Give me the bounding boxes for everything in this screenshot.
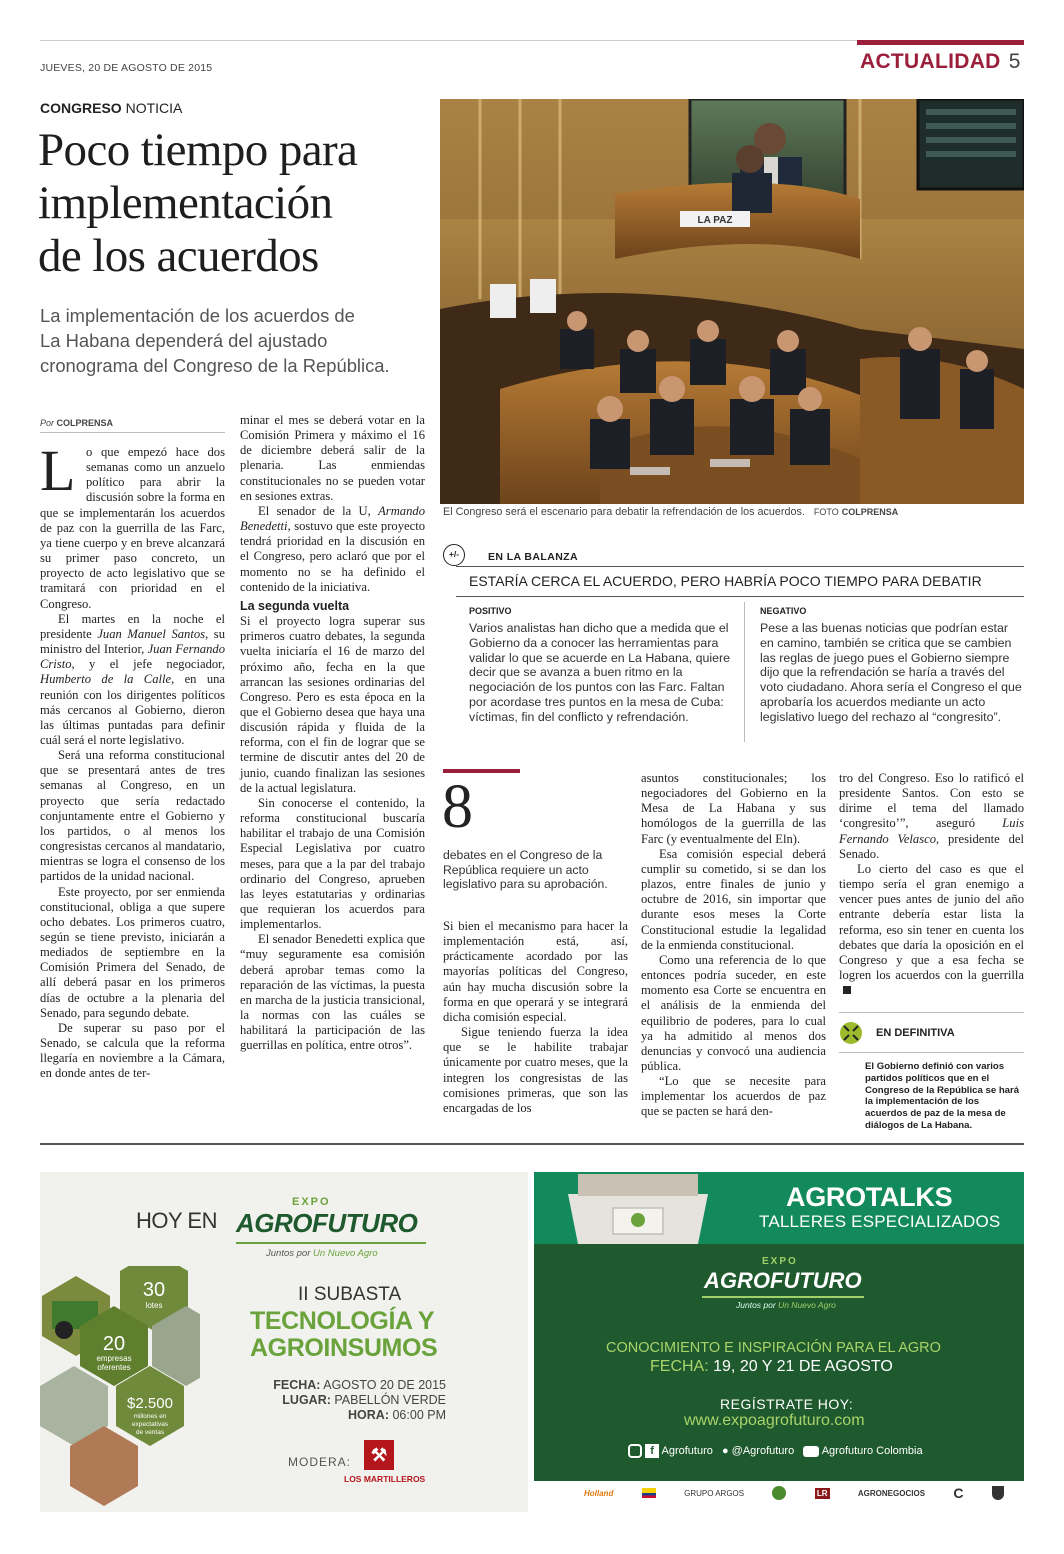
headline-line-1: Poco tiempo para (38, 124, 358, 176)
ad-l-lugar-value: PABELLÓN VERDE (334, 1393, 446, 1407)
logo-university-shield (992, 1486, 1004, 1500)
deck-line-2: La Habana dependerá del ajustado (40, 330, 328, 351)
balance-icon (443, 544, 465, 566)
balance-divider (744, 602, 745, 742)
ad-l-title-2: AGROINSUMOS (250, 1334, 438, 1362)
ad-l-title (250, 1308, 437, 1362)
body-column-5: tro del Congreso. Eso lo ratificó el presidente Santos. Con esto se dirime el tema del llamado ‘congresito’”, aseguró Luis Fernando Velasco, presidente del Senado. Lo cierto del caso es que el tiempo sería el gran enemigo a vencer pues antes de junio del año entrante debería estar lista la reforma, eso sin tener en cuenta los debates que daría la oposición en el Congreso y que a esa fecha se logren los acuerdos con la guerrilla (839, 771, 1024, 998)
ad-l-subasta: II SUBASTA (298, 1284, 402, 1305)
ad-l-hora-label: HORA: (348, 1408, 389, 1422)
headline-line-2: implementación (38, 177, 333, 229)
byline (40, 418, 113, 428)
body-column-2: minar el mes se deberá votar en la Comisión Primera y máximo el 16 de diciembre deberá salir de la plenaria. Las enmiendas constitucionales no se pueden votar en sesiones extras. El senador de la U, Armando Benedetti, sostuvo que este proyecto tendrá prioridad en la discusión en el Congreso, pero aclaró que por el momento no se ha definido el contenido de la iniciativa. La segunda vuelta Si el proyecto logra superar sus primeros cuatro debates, la segunda vuelta iniciaría el 16 de marzo del próximo año, fecha en la que arrancan las sesiones ordinarias del Congreso. Pero es esta época en la que el Gobierno desea que haya una discusión rápida y fluida de la reforma, con el fin de lograr que se termine de discutir antes del 20 de junio, cuando finalizan las sesiones de la actual legislatura. Sin conocerse el contenido, la reforma constitucional buscaría habilitar el trabajo de una Comisión Especial Legislativa por cuatro meses, para que a la par del trabajo ordinario del Congreso, aprueben las leyes estatutarias y ordinarias que requieran los acuerdos para implementarlos. El senador Benedetti explica que “muy seguramente esa comisión deberá aprobar temas como la reparación de las víctimas, la puesta en marcha de la justicia transicional, la normas con las cuáles se habilitará la participación de las guerrillas en política, entre otros”. (240, 413, 425, 1053)
ad-l-hora (266, 1408, 446, 1423)
ad-l-details (266, 1378, 446, 1423)
ad-l-tagline-b: Un Nuevo Agro (313, 1248, 378, 1259)
hex-ventas-label-c: de ventas (135, 1429, 165, 1436)
ad-l-modera: MODERA: (288, 1455, 352, 1469)
social-facebook-handle: Agrofuturo (661, 1444, 713, 1457)
youtube-icon (803, 1446, 819, 1457)
ad-agrotalks[interactable] (534, 1172, 1024, 1512)
ad-r-social (628, 1444, 923, 1458)
body-column-1: o que empezó hace dos semanas como un anzuelo político para abrir la discusión sobre la forma en que se implementarán los acuerdos de paz con la guerrilla de las Farc, ya tiene cuerpo y en breve alcanzará su primer paso concreto, un proyecto de acto legislativo que se tramitará con prioridad en el Congreso. El martes en la noche el presidente Juan Manuel Santos, su ministro del Interior, Juan Fernando Cristo, y el jefe negociador, Humberto de la Calle, en una reunión con los dirigentes políticos más cercanos al Gobierno, dieron las últimas puntadas para definir cuál será el norte legislativo. Será una reforma constitucional que se presentará antes de tres semanas al Congreso, en un proyecto que sería redactado conjuntamente entre el Gobierno y los partidos, o al menos los congresistas cercanos al mandatario, mientras se logra el consenso de los partidos de la unidad nacional. Este proyecto, por ser enmienda constitucional, obliga a que supere ocho debates. Los primeros cuatro, según se tiene previsto, iniciarán a mediados de septiembre en la Comisión Primera del Senado, de allí deberá pasar en los primeros días de octubre a la plenaria del Senado, para segundo debate. De superar su paso por el Senado, se calcula que la reforma llegaría en noviembre a la Cámara, en donde antes de ter- (40, 445, 226, 1081)
photo-caption-text: El Congreso será el escenario para debatir la refrendación de los acuerdos. (443, 506, 805, 518)
ad-l-sponsor: LOS MARTILLEROS (344, 1474, 426, 1484)
ad-l-tagline (266, 1248, 378, 1259)
ad-l-tagline-a: Juntos por (266, 1248, 311, 1259)
ad-r-fecha (650, 1358, 893, 1376)
headline-line-3: de los acuerdos (38, 230, 319, 282)
ad-l-fecha-value: AGOSTO 20 DE 2015 (323, 1378, 446, 1392)
negative-text: Pese a las buenas noticias que podrían estar en camino, también se critica que se cambien las reglas de juego pues el Gobierno siempre dijo que la refrendación se haría a través del voto ciudadano. Ahora sería el Congreso el que aprobaría los acuerdos mediante un acto legislativo luego del rechazo al “congresito”. (760, 621, 1022, 724)
byline-prefix: Por (40, 418, 55, 428)
ad-l-brand: AGROFUTURO (236, 1208, 418, 1238)
page-number: 5 (1008, 50, 1021, 73)
logo-grupo-argos: GRUPO ARGOS (684, 1488, 745, 1498)
hex-empresas-number: 20 (102, 1333, 126, 1355)
dropcap: L (40, 438, 76, 503)
congress-photo-illustration (440, 99, 1024, 504)
byline-rule (40, 432, 225, 433)
social-twitter-handle: @Agrofuturo (731, 1444, 795, 1457)
ad-l-expo: EXPO (292, 1196, 331, 1208)
ad-subasta[interactable] (40, 1172, 528, 1512)
photo-credit-label: FOTO (813, 507, 839, 517)
header-date: JUEVES, 20 DE AGOSTO DE 2015 (40, 62, 213, 74)
hex-lotes-number: 30 (142, 1279, 166, 1301)
subhead-segunda-vuelta: La segunda vuelta (240, 598, 350, 613)
headline (38, 124, 357, 283)
ad-r-fecha-label: FECHA: (650, 1358, 709, 1375)
balance-rule-mid (456, 596, 1024, 597)
logo-agronegocios: AGRONEGOCIOS (857, 1488, 926, 1498)
stat-text: debates en el Congreso de la República requiere un acto legislativo para su aprobación. (443, 848, 608, 892)
deck (40, 303, 390, 378)
balance-title: ESTARÍA CERCA EL ACUERDO, PERO HABRÍA POCO TIEMPO PARA DEBATIR (469, 573, 982, 589)
ad-l-lugar-label: LUGAR: (282, 1393, 331, 1407)
hex-ventas-label-a: millones en (133, 1413, 167, 1420)
header-accent-bar (857, 40, 1024, 45)
header-section (860, 50, 1021, 74)
ad-r-brand-swoosh (702, 1296, 864, 1298)
ad-r-register: REGÍSTRATE HOY: (720, 1396, 854, 1412)
deck-line-1: La implementación de los acuerdos de (40, 305, 355, 326)
ad-r-tagline (736, 1300, 836, 1310)
ad-r-brand: AGROFUTURO (704, 1268, 862, 1293)
hex-ventas-number: $2.500 (127, 1395, 173, 1412)
logo-circle-green (772, 1486, 786, 1500)
kicker-strong: CONGRESO (40, 100, 122, 116)
ad-l-brand-swoosh (236, 1242, 426, 1244)
logo-colombia-flag (642, 1488, 656, 1498)
ad-l-fecha (266, 1378, 446, 1393)
twitter-icon: ● (721, 1444, 729, 1457)
body-column-4: asuntos constitucionales; los negociadores del Gobierno en la Mesa de La Habana y sus homólogos de la guerrilla de las Farc (y eventualmente del Eln). Esa comisión especial deberá cumplir su cometido, si se dan los plazos, entre finales de junio y octubre de 2016, sin importar que durante esos meses la Corte Constitucional estudie la legalidad de la enmienda constitucional. Como una referencia de lo que entonces podría suceder, en este momento esa Corte se encuentra en el análisis de la enmienda del equilibrio de poderes, para lo cual ya ha admitido al menos dos denuncias y convocó una audiencia pública. “Lo que se necesite para implementar los acuerdos de paz que se pacten se hará den- (641, 771, 826, 1119)
logo-c: C (953, 1485, 964, 1501)
stat-number: 8 (442, 773, 473, 841)
ad-l-lugar (266, 1393, 446, 1408)
ad-r-booth-graphic (568, 1174, 708, 1244)
ad-l-title-1: TECNOLOGÍA Y (250, 1307, 435, 1335)
byline-name: COLPRENSA (56, 418, 114, 428)
photo-banner: LA PAZ (697, 215, 733, 226)
balance-label: EN LA BALANZA (488, 551, 578, 563)
positive-text: Varios analistas han dicho que a medida que el Gobierno da a conocer las herramientas para validar lo que se acuerde en La Habana, quiere decir que se avanza a buen ritmo en la negociación de los puntos con las Farc. Faltan por acordase tres puntos en la mesa de Cuba: víctimas, fin del conflicto y refrendación. (469, 621, 731, 724)
definitiva-text: El Gobierno definió con varios partidos políticos que en el Congreso de la República se hará la implementación de los acuerdos de paz de la mesa de diálogos de La Habana. (865, 1061, 1020, 1131)
positive-label: POSITIVO (469, 606, 512, 616)
facebook-icon: f (645, 1444, 659, 1458)
ad-l-fecha-label: FECHA: (273, 1378, 321, 1392)
photo-caption (443, 506, 898, 518)
definitiva-top-rule (839, 1012, 1024, 1013)
balance-rule-top (456, 566, 1024, 567)
martilleros-logo: ⚒ (364, 1440, 394, 1470)
ad-l-hexagon-graphic (40, 1266, 200, 1512)
congress-photo (440, 99, 1024, 504)
hex-lotes-label: lotes (145, 1301, 163, 1310)
hex-empresas-label-b: oferentes (97, 1363, 131, 1372)
ad-r-url[interactable]: www.expoagrofuturo.com (684, 1412, 865, 1429)
photo-credit-name: COLPRENSA (841, 507, 899, 517)
logo-holland: Holland (584, 1488, 614, 1498)
ad-l-hora-value: 06:00 PM (392, 1408, 446, 1422)
ad-r-fecha-value: 19, 20 Y 21 DE AGOSTO (713, 1358, 893, 1375)
ad-r-line1: CONOCIMIENTO E INSPIRACIÓN PARA EL AGRO (606, 1340, 941, 1356)
deck-line-3: cronograma del Congreso de la República. (40, 355, 390, 376)
hex-empresas-label-a: empresas (96, 1354, 132, 1363)
definitiva-mid-rule (839, 1052, 1024, 1053)
definitiva-label: EN DEFINITIVA (876, 1027, 955, 1039)
ad-l-hoy-en: HOY EN (136, 1208, 217, 1233)
end-mark (843, 986, 851, 994)
balance-positive (469, 606, 731, 725)
negative-label: NEGATIVO (760, 606, 807, 616)
balance-negative (760, 606, 1022, 725)
logo-lr: LR (816, 1488, 828, 1498)
balance-icon-glyph: +/- (448, 549, 460, 559)
kicker (40, 100, 182, 116)
definitiva-icon (840, 1022, 862, 1044)
body-column-3: Si bien el mecanismo para hacer la implementación está, así, prácticamente acordado por las mayorías políticas del Congreso, aún hay mucha discusión sobre la forma en que operará y se integrará dicha comisión especial. Sigue teniendo fuerza la idea que se le habilite trabajar únicamente por cuatro meses, que la integren los congresistas de las comisiones primeras, que son las encargadas de los (443, 919, 628, 1115)
section-name: ACTUALIDAD (860, 50, 1001, 73)
kicker-rest: NOTICIA (125, 100, 183, 116)
ad-r-tagline-a: Juntos por (736, 1300, 776, 1310)
social-youtube-handle: Agrofuturo Colombia (821, 1444, 923, 1457)
ad-r-subtitle: TALLERES ESPECIALIZADOS (759, 1212, 1001, 1231)
instagram-icon (628, 1444, 642, 1458)
hex-ventas-label-b: expectativas (131, 1421, 169, 1428)
ad-r-logo-strip (584, 1485, 1004, 1501)
ad-r-expo: EXPO (762, 1256, 798, 1267)
ad-r-tagline-b: Un Nuevo Agro (778, 1300, 836, 1310)
ad-r-title: AGROTALKS (786, 1182, 953, 1212)
page-bottom-rule (40, 1143, 1024, 1145)
